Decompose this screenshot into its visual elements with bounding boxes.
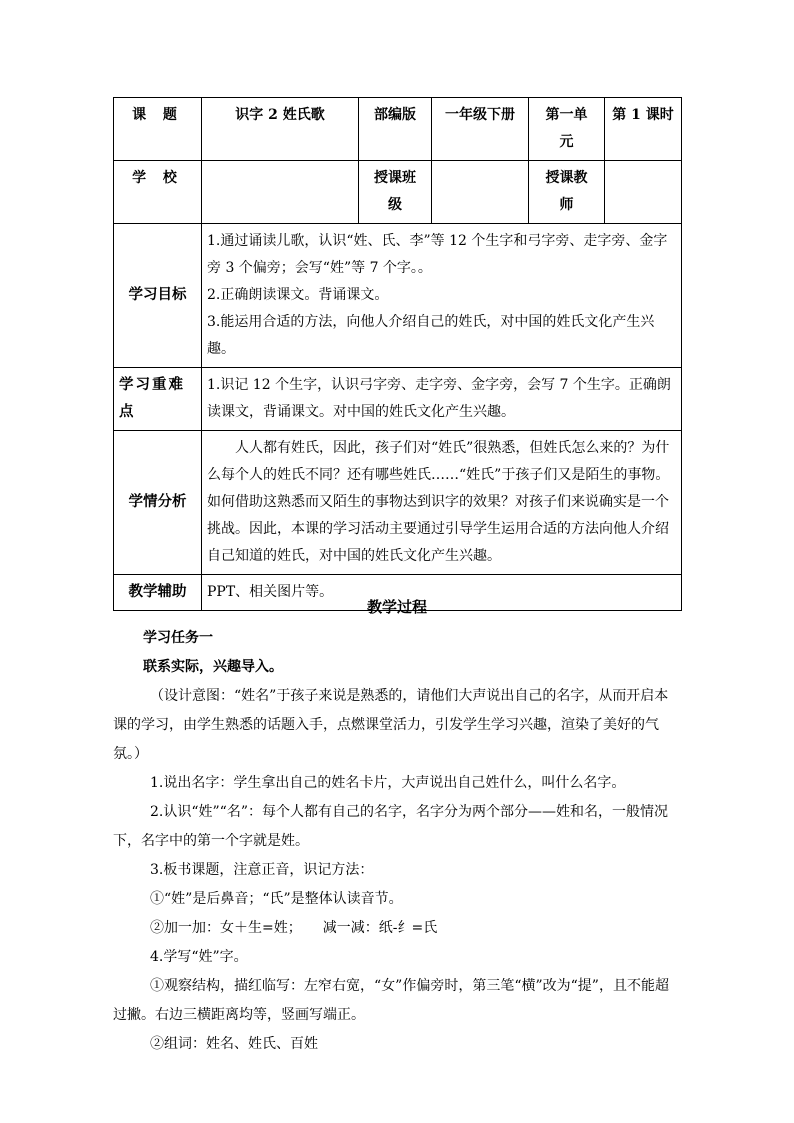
step-item: 2.认识“姓”“名”：每个人都有自己的名字，名字分为两个部分——姓和名，一般情况下，名字中的第一个字就是姓。 (113, 804, 668, 849)
process-body (113, 624, 681, 1059)
analysis-content (202, 431, 682, 575)
step-item: 3.板书课题，注意正音，识记方法： (150, 862, 374, 878)
lesson-info-table (113, 97, 682, 611)
key-points-text: 1.识记 12 个生字，认识弓字旁、走字旁、金字旁，会写 7 个生字。正确朗读课文，背诵课文。对中国的姓氏文化产生兴趣。 (207, 377, 671, 420)
aids-label: 教学辅助 (114, 575, 202, 611)
process-title: 教学过程 (366, 598, 427, 616)
objective-item: 1.通过诵读儿歌，认识“姓、氏、李”等 12 个生字和弓字旁、走字旁、金字旁 3 个偏旁；会写“姓”等 7 个字。。 (207, 233, 668, 276)
period-cell: 第 1 课时 (605, 98, 682, 161)
design-intent: （设计意图：“姓名”于孩子来说是熟悉的，请他们大声说出自己的名字，从而开启本课的学习，由学生熟悉的话题入手，点燃课堂活力，引发学生学习兴趣，渲染了美好的气氛。） (113, 688, 669, 762)
objectives-label: 学习目标 (114, 224, 202, 368)
step-item: 4.学写“姓”字。 (150, 949, 248, 965)
analysis-label: 学情分析 (114, 431, 202, 575)
objective-item: 3.能运用合适的方法，向他人介绍自己的姓氏，对中国的姓氏文化产生兴趣。 (207, 314, 655, 357)
objectives-content (202, 224, 682, 368)
aids-text: PPT、相关图片等。 (207, 584, 334, 600)
task-subtitle: 联系实际，兴趣导入。 (143, 659, 283, 675)
unit-cell: 第一单元 (529, 98, 605, 161)
table-row (114, 368, 682, 431)
table-row (114, 161, 682, 224)
teacher-label: 授课教师 (529, 161, 605, 224)
analysis-text: 人人都有姓氏，因此，孩子们对“姓氏”很熟悉，但姓氏怎么来的？为什么每个人的姓氏不同？还有哪些姓氏……“姓氏”于孩子们又是陌生的事物。如何借助这熟悉而又陌生的事物达到识字的效果？对孩子们来说确实是一个挑战。因此，本课的学习活动主要通过引导学生运用合适的方法向他人介绍自己知道的姓氏，对中国的姓氏文化产生兴趣。 (207, 440, 670, 564)
table-row (114, 431, 682, 575)
step-item: ①“姓”是后鼻音；“氏”是整体认读音节。 (150, 891, 403, 907)
task-title: 学习任务一 (143, 630, 213, 646)
table-row (114, 224, 682, 368)
edition-cell: 部编版 (359, 98, 432, 161)
school-value (202, 161, 359, 224)
school-label: 学 校 (114, 161, 202, 224)
table-row (114, 98, 682, 161)
lesson-title: 识字 2 姓氏歌 (202, 98, 359, 161)
key-points-content (202, 368, 682, 431)
grade-cell: 一年级下册 (432, 98, 529, 161)
step-item: 1.说出名字：学生拿出自己的姓名卡片，大声说出自己姓什么，叫什么名字。 (150, 775, 626, 791)
topic-label: 课 题 (114, 98, 202, 161)
step-item: ①观察结构，描红临写：左窄右宽，“女”作偏旁时，第三笔“横”改为“提”，且不能超过撇。右边三横距离均等，竖画写端正。 (113, 978, 669, 1023)
class-label: 授课班级 (359, 161, 432, 224)
teacher-value (605, 161, 682, 224)
objective-item: 2.正确朗读课文。背诵课文。 (207, 287, 389, 303)
step-item: ②加一加：女＋生=姓； 减一减：纸-纟=氏 (150, 920, 438, 936)
class-value (432, 161, 529, 224)
step-item: ②组词：姓名、姓氏、百姓 (150, 1036, 318, 1052)
key-points-label: 学习重难点 (114, 368, 202, 431)
